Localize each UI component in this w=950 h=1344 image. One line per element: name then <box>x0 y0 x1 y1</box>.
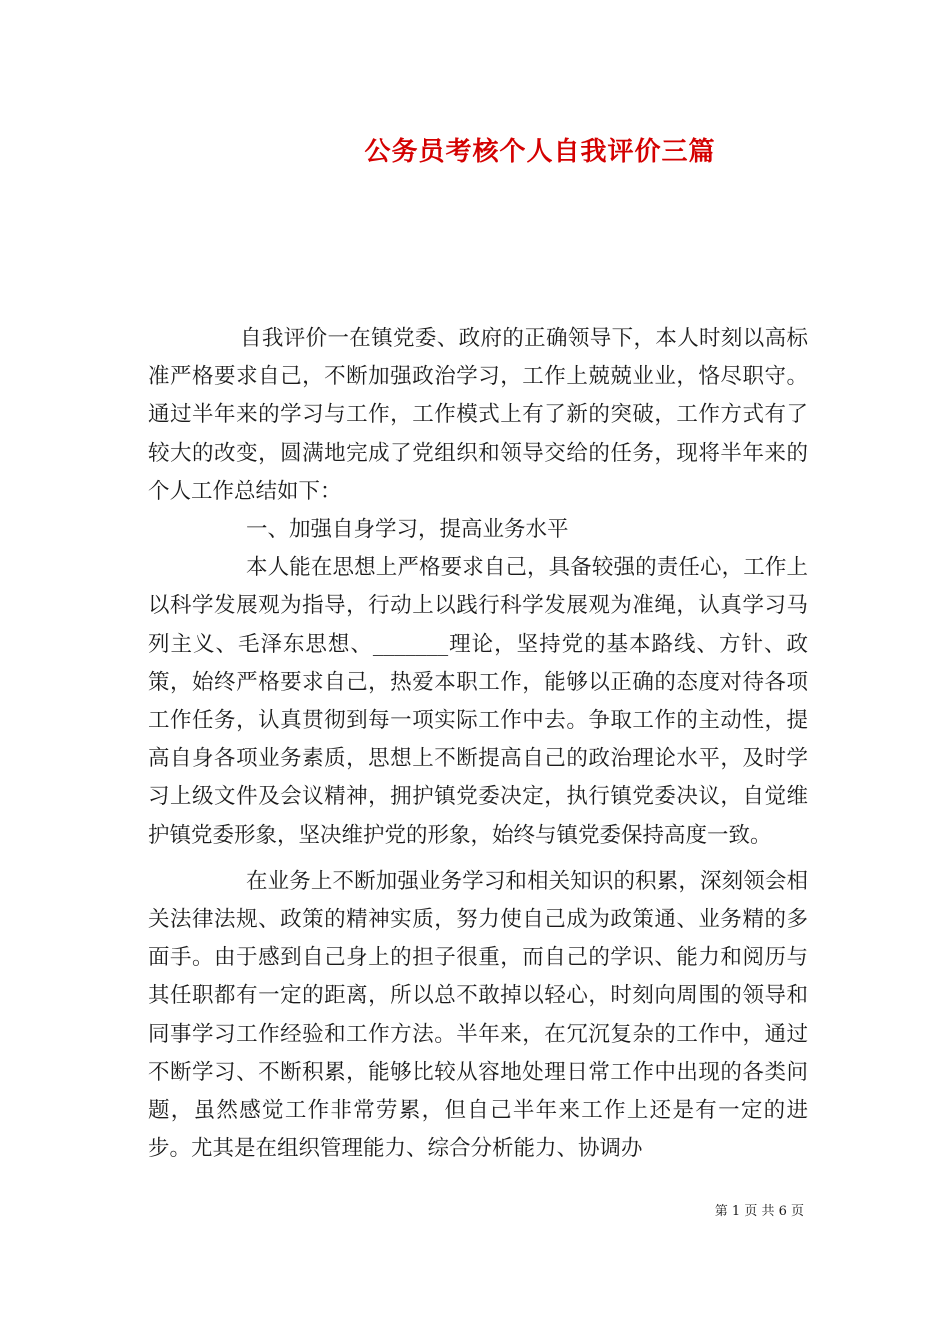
page-number-footer: 第 1 页 共 6 页 <box>714 1204 804 1219</box>
document-body <box>148 320 808 1168</box>
paragraph-study: 本人能在思想上严格要求自己，具备较强的责任心，工作上以科学发展观为指导，行动上以践行科学发展观为准绳，认真学习马列主义、毛泽东思想、_______理论，坚持党的基本路线、方针、政策，始终严格要求自己，热爱本职工作，能够以正确的态度对待各项工作任务，认真贯彻到每一项实际工作中去。争取工作的主动性，提高自身各项业务素质，思想上不断提高自己的政治理论水平，及时学习上级文件及会议精神，拥护镇党委决定，执行镇党委决议，自觉维护镇党委形象，坚决维护党的形象，始终与镇党委保持高度一致。 <box>148 555 808 848</box>
paragraph-business: 在业务上不断加强业务学习和相关知识的积累，深刻领会相关法律法规、政策的精神实质，努力使自己成为政策通、业务精的多面手。由于感到自己身上的担子很重，而自己的学识、能力和阅历与其任职都有一定的距离，所以总不敢掉以轻心，时刻向周围的领导和同事学习工作经验和工作方法。半年来，在冗沉复杂的工作中，通过不断学习、不断积累，能够比较从容地处理日常工作中出现的各类问题，虽然感觉工作非常劳累，但自己半年来工作上还是有一定的进步。尤其是在组织管理能力、综合分析能力、协调办 <box>148 868 808 1162</box>
paragraph-intro: 自我评价一在镇党委、政府的正确领导下，本人时刻以高标准严格要求自己，不断加强政治学习，工作上兢兢业业，恪尽职守。通过半年来的学习与工作，工作模式上有了新的突破，工作方式有了较大的改变，圆满地完成了党组织和领导交给的任务，现将半年来的个人工作总结如下： <box>148 326 808 504</box>
section-heading-1: 一、加强自身学习，提高业务水平 <box>246 517 569 543</box>
document-title: 公务员考核个人自我评价三篇 <box>364 137 716 167</box>
